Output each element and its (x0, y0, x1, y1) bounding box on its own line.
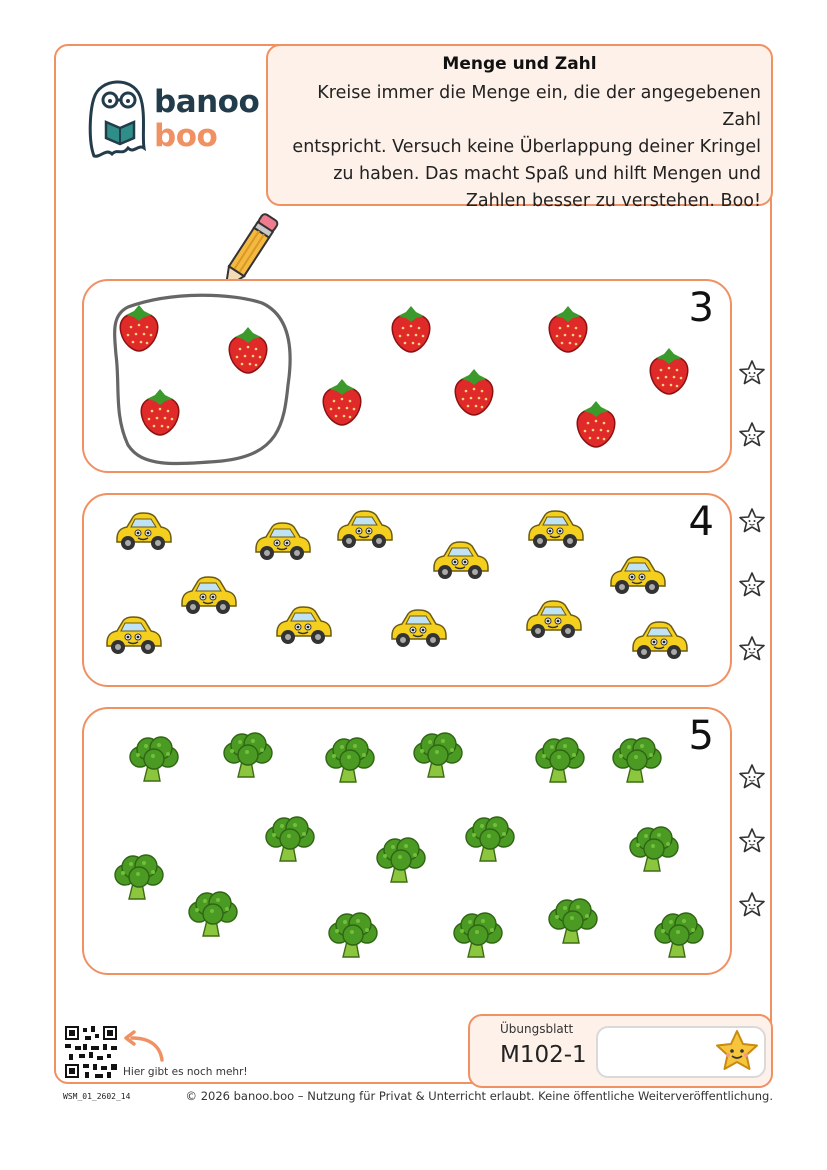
broccoli-icon (126, 735, 182, 789)
car-icon (521, 599, 585, 645)
brand-word-boo: boo (154, 118, 218, 154)
strawberry-icon (137, 387, 183, 441)
broccoli-icon (609, 736, 665, 790)
car-icon (428, 540, 492, 586)
instructions-line: Kreise immer die Menge ein, die der angegebenen Zahl (317, 83, 761, 130)
target-number: 3 (688, 285, 714, 331)
strawberry-icon (646, 346, 692, 400)
broccoli-icon (325, 911, 381, 965)
ghost-mascot-icon (80, 70, 154, 162)
rating-star-icon[interactable] (737, 826, 767, 856)
brand-word-banoo: banoo (154, 84, 260, 120)
strawberry-icon (545, 304, 591, 358)
broccoli-icon (410, 731, 466, 785)
instructions-panel (266, 44, 773, 211)
car-icon (111, 511, 175, 557)
car-icon (101, 615, 165, 661)
broccoli-icon (450, 911, 506, 965)
broccoli-icon (532, 736, 588, 790)
target-number: 5 (688, 713, 714, 759)
broccoli-icon (462, 815, 518, 869)
car-icon (386, 608, 450, 654)
qr-caption: Hier gibt es noch mehr! (123, 1066, 248, 1078)
qr-code[interactable] (65, 1026, 117, 1078)
smiling-star-icon (712, 1028, 762, 1076)
instructions-text (281, 80, 761, 215)
task-box-4[interactable] (82, 493, 732, 687)
broccoli-icon (111, 853, 167, 907)
document-id: WSM_01_2602_14 (63, 1092, 131, 1101)
instructions-title: Menge und Zahl (442, 54, 597, 74)
task-box-5[interactable] (82, 707, 732, 975)
rating-star-icon[interactable] (737, 570, 767, 600)
strawberry-icon (319, 377, 365, 431)
banoo-boo-logo (80, 70, 260, 165)
car-icon (176, 575, 240, 621)
car-icon (271, 605, 335, 651)
strawberry-icon (225, 325, 271, 379)
broccoli-icon (220, 731, 276, 785)
sheet-code: M102-1 (500, 1042, 587, 1068)
instructions-line: entspricht. Versuch keine Überlappung deiner Kringel (292, 137, 761, 157)
sheet-label: Übungsblatt (500, 1022, 574, 1036)
task-box-3[interactable] (82, 279, 732, 473)
sheet-id-panel (468, 1014, 773, 1088)
instructions-line: Zahlen besser zu verstehen. Boo! (465, 191, 761, 211)
car-icon (627, 620, 691, 666)
strawberry-icon (451, 367, 497, 421)
broccoli-icon (545, 897, 601, 951)
broccoli-icon (185, 890, 241, 944)
rating-star-icon[interactable] (737, 762, 767, 792)
car-icon (605, 555, 669, 601)
broccoli-icon (262, 815, 318, 869)
car-icon (250, 521, 314, 567)
car-icon (523, 509, 587, 555)
broccoli-icon (322, 736, 378, 790)
rating-star-icon[interactable] (737, 358, 767, 388)
car-icon (332, 509, 396, 555)
strawberry-icon (116, 303, 162, 357)
strawberry-icon (573, 399, 619, 453)
copyright-notice: © 2026 banoo.boo – Nutzung für Privat & Unterricht erlaubt. Keine öffentliche Weiterveröffentlichung. (185, 1089, 773, 1103)
rating-star-icon[interactable] (737, 890, 767, 920)
rating-star-icon[interactable] (737, 634, 767, 664)
broccoli-icon (373, 836, 429, 890)
strawberry-icon (388, 304, 434, 358)
rating-star-icon[interactable] (737, 420, 767, 450)
score-field[interactable] (596, 1026, 766, 1078)
broccoli-icon (626, 825, 682, 879)
curved-arrow-icon (120, 1030, 170, 1066)
instructions-line: zu haben. Das macht Spaß und hilft Mengen und (333, 164, 761, 184)
rating-star-icon[interactable] (737, 506, 767, 536)
broccoli-icon (651, 911, 707, 965)
target-number: 4 (688, 499, 714, 545)
